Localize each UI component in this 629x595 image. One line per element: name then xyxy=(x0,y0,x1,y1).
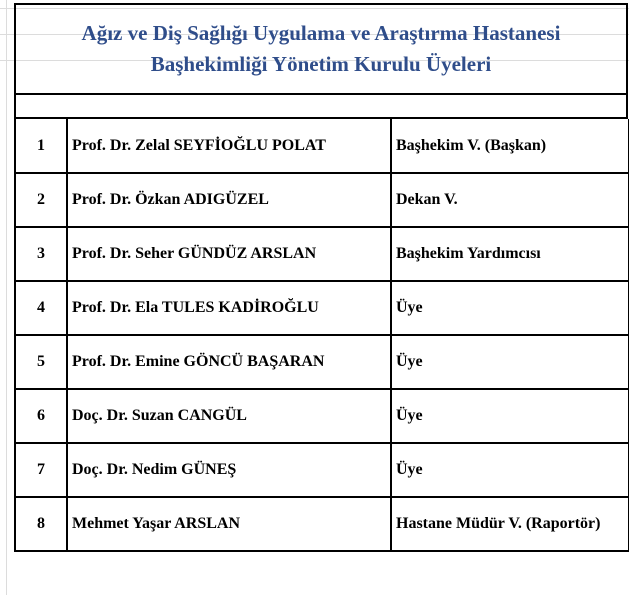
table-title xyxy=(14,3,628,93)
table-row xyxy=(15,443,629,497)
title-line-2: Başhekimliği Yönetim Kurulu Üyeleri xyxy=(150,52,492,76)
member-name[interactable]: Doç. Dr. Nedim GÜNEŞ xyxy=(67,443,391,497)
member-role[interactable]: Üye xyxy=(391,389,629,443)
member-name[interactable]: Prof. Dr. Emine GÖNCÜ BAŞARAN xyxy=(67,335,391,389)
member-number[interactable]: 3 xyxy=(15,227,67,281)
table-row xyxy=(15,389,629,443)
blank-row xyxy=(14,93,628,119)
table-row xyxy=(15,335,629,389)
member-number[interactable]: 8 xyxy=(15,497,67,551)
table-row xyxy=(15,119,629,173)
member-number[interactable]: 7 xyxy=(15,443,67,497)
member-name[interactable]: Doç. Dr. Suzan CANGÜL xyxy=(67,389,391,443)
member-name[interactable]: Prof. Dr. Zelal SEYFİOĞLU POLAT xyxy=(67,119,391,173)
member-role[interactable]: Hastane Müdür V. (Raportör) xyxy=(391,497,629,551)
member-number[interactable]: 6 xyxy=(15,389,67,443)
member-role[interactable]: Üye xyxy=(391,443,629,497)
member-number[interactable]: 5 xyxy=(15,335,67,389)
member-role[interactable]: Dekan V. xyxy=(391,173,629,227)
gridline xyxy=(6,0,7,595)
table-row xyxy=(15,173,629,227)
member-role[interactable]: Üye xyxy=(391,335,629,389)
members-table xyxy=(14,119,629,552)
member-number[interactable]: 4 xyxy=(15,281,67,335)
member-name[interactable]: Prof. Dr. Ela TULES KADİROĞLU xyxy=(67,281,391,335)
member-role[interactable]: Başhekim Yardımcısı xyxy=(391,227,629,281)
table-row xyxy=(15,497,629,551)
table-row xyxy=(15,227,629,281)
member-number[interactable]: 2 xyxy=(15,173,67,227)
member-role[interactable]: Başhekim V. (Başkan) xyxy=(391,119,629,173)
member-name[interactable]: Prof. Dr. Özkan ADIGÜZEL xyxy=(67,173,391,227)
member-role[interactable]: Üye xyxy=(391,281,629,335)
table-row xyxy=(15,281,629,335)
member-name[interactable]: Mehmet Yaşar ARSLAN xyxy=(67,497,391,551)
member-name[interactable]: Prof. Dr. Seher GÜNDÜZ ARSLAN xyxy=(67,227,391,281)
title-line-1: Ağız ve Diş Sağlığı Uygulama ve Araştırma Hastanesi xyxy=(81,21,561,45)
member-number[interactable]: 1 xyxy=(15,119,67,173)
